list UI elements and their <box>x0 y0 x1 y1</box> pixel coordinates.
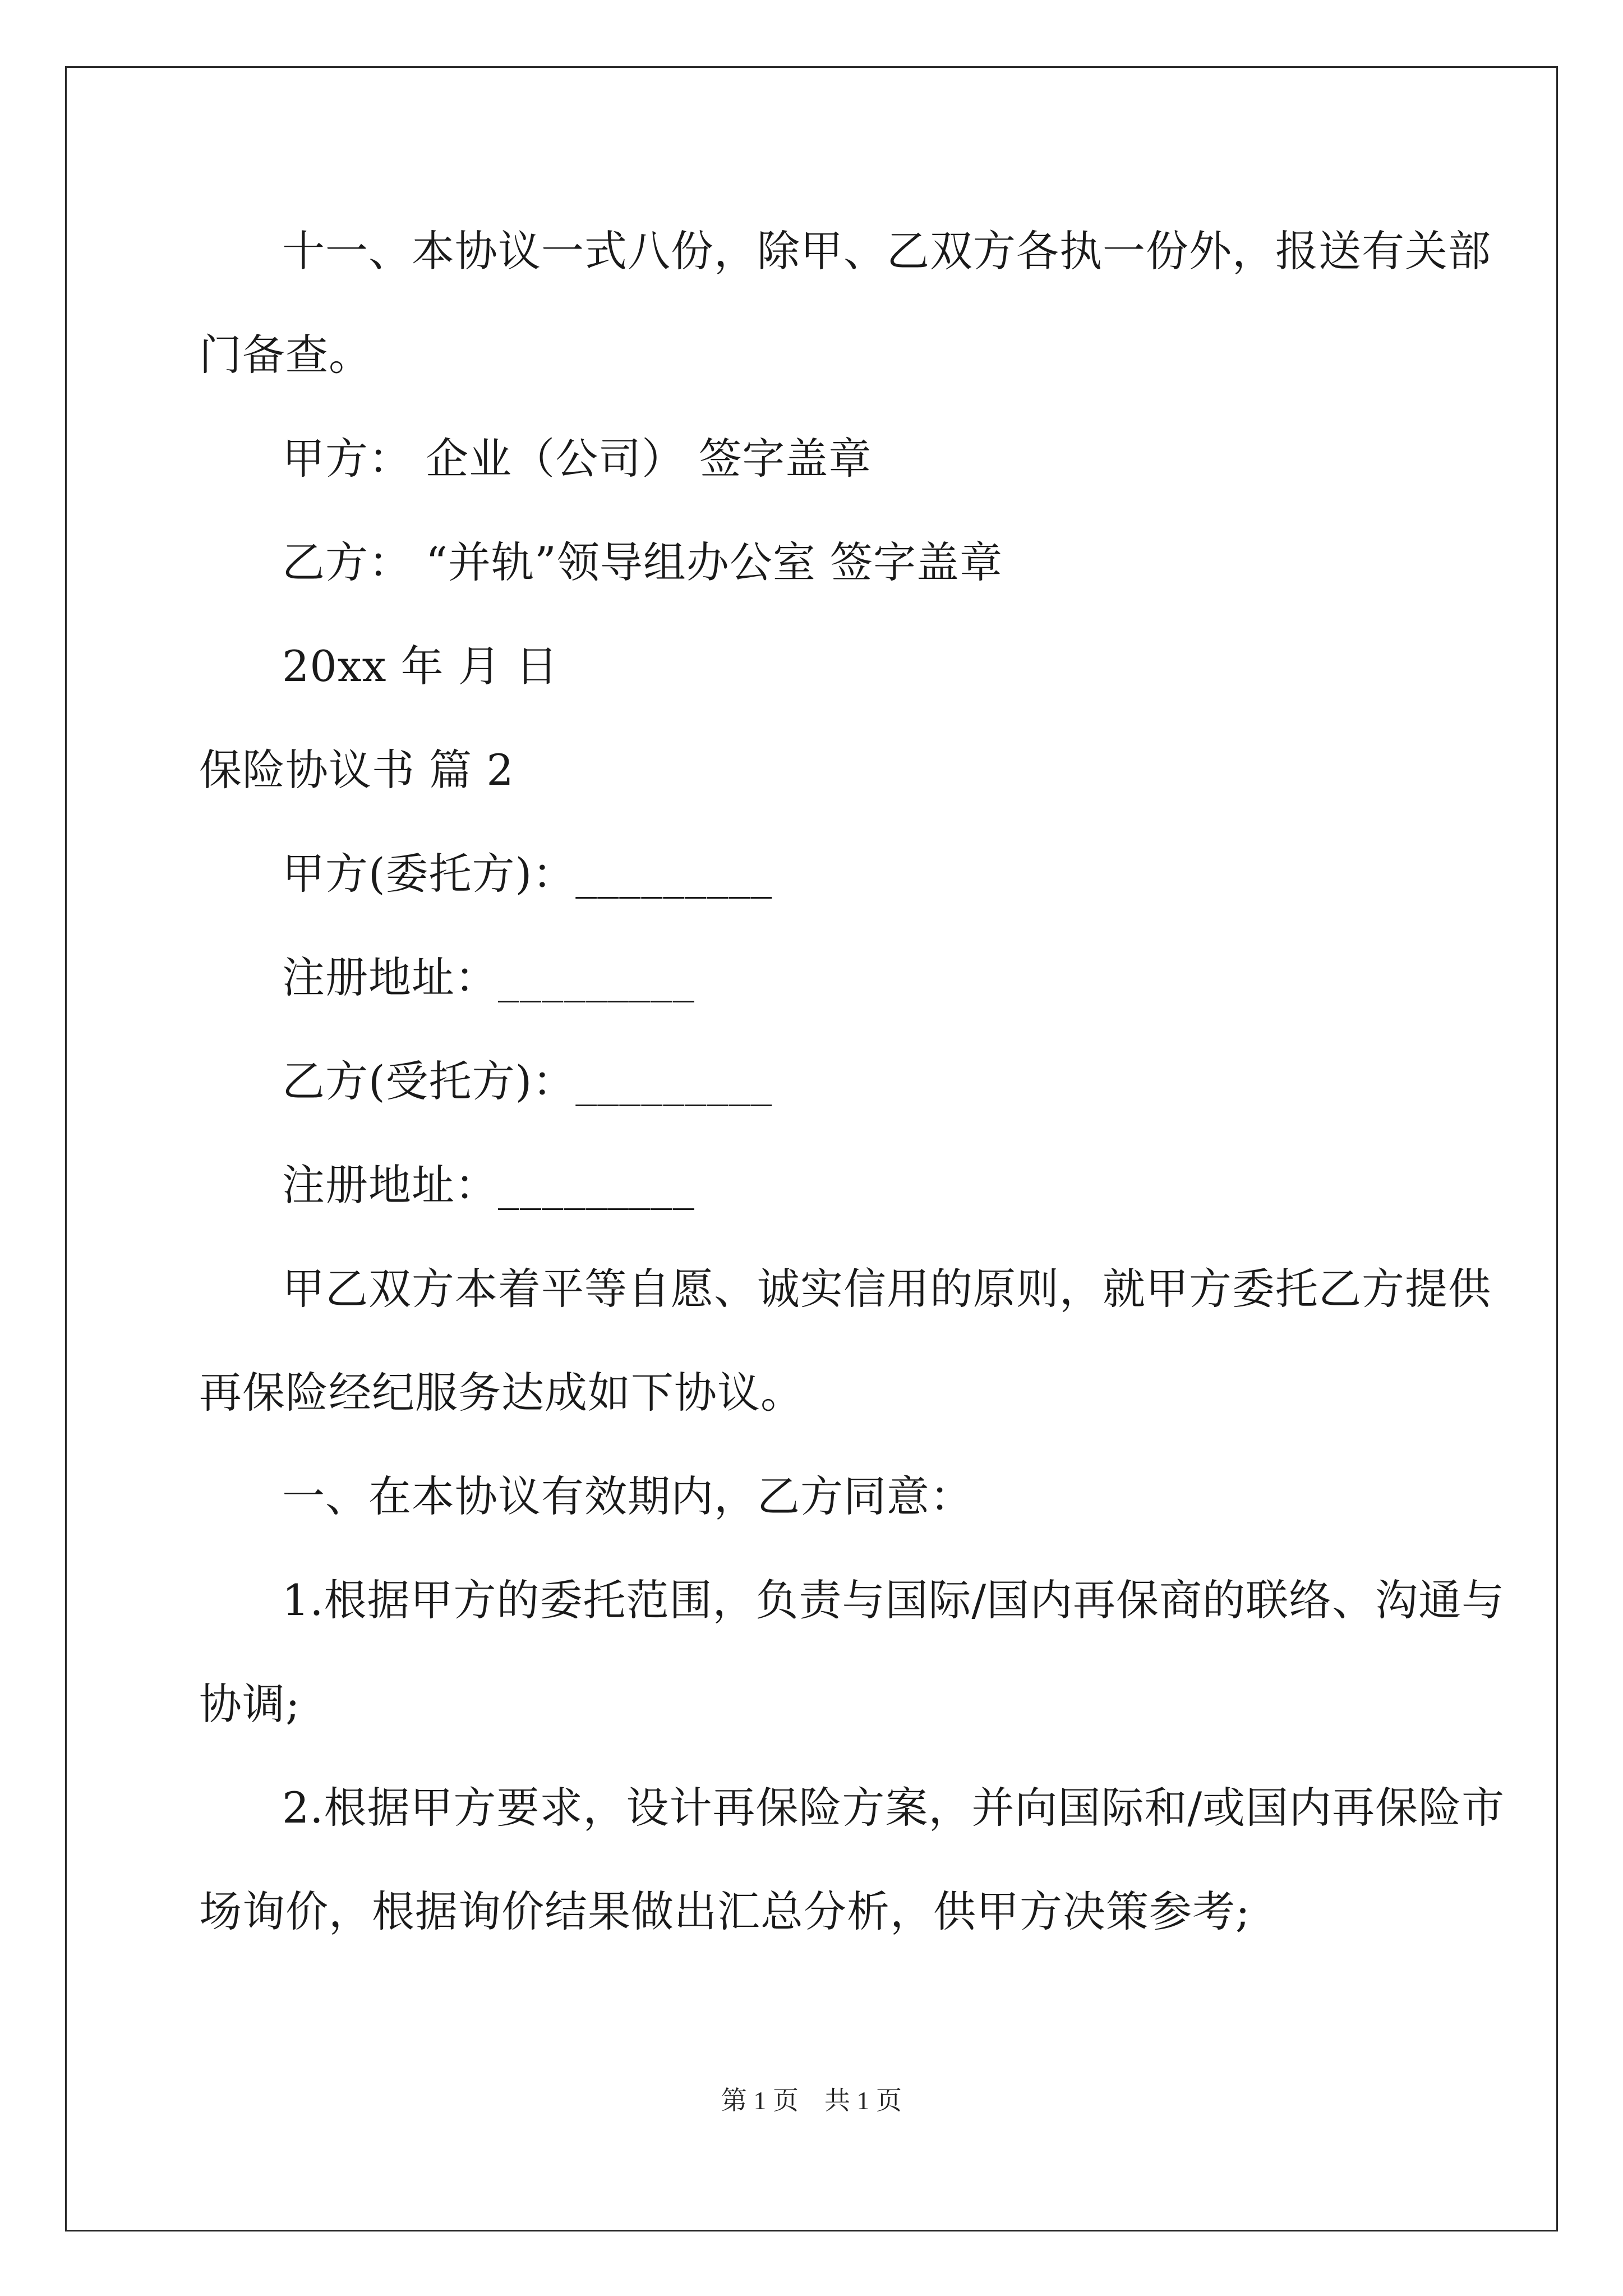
paragraph-item-2-cont: 场询价，根据询价结果做出汇总分析，供甲方决策参考; <box>199 1887 1251 1936</box>
paragraph-item-1-cont: 协调; <box>199 1679 301 1729</box>
paragraph-intro: 甲乙双方本着平等自愿、诚实信用的原则，就甲方委托乙方提供 <box>282 1264 1491 1314</box>
date-line: 20xx 年 月 日 <box>282 641 559 691</box>
party-a-field: 甲方(委托方)：_________ <box>282 849 773 899</box>
party-b-signature: 乙方： “并轨”领导组办公室 签字盖章 <box>282 537 1003 587</box>
party-b-address-field: 注册地址：_________ <box>282 1160 695 1210</box>
party-b-field: 乙方(受托方)：_________ <box>282 1056 773 1106</box>
party-a-signature: 甲方： 企业（公司） 签字盖章 <box>282 434 872 484</box>
paragraph-clause-1: 一、在本协议有效期内，乙方同意： <box>282 1471 973 1521</box>
party-a-address-field: 注册地址：_________ <box>282 953 695 1002</box>
paragraph-item-2: 2.根据甲方要求，设计再保险方案，并向国际和/或国内再保险市 <box>282 1783 1505 1833</box>
section-heading: 保险协议书 篇 2 <box>199 745 514 795</box>
paragraph-clause-11-cont: 门备查。 <box>199 330 372 380</box>
paragraph-item-1: 1.根据甲方的委托范围，负责与国际/国内再保商的联络、沟通与 <box>282 1575 1505 1625</box>
paragraph-clause-11: 十一、本协议一式八份，除甲、乙双方各执一份外，报送有关部 <box>282 226 1491 276</box>
paragraph-intro-cont: 再保险经纪服务达成如下协议。 <box>199 1368 804 1418</box>
page-number: 第 1 页 共 1 页 <box>721 2086 902 2115</box>
